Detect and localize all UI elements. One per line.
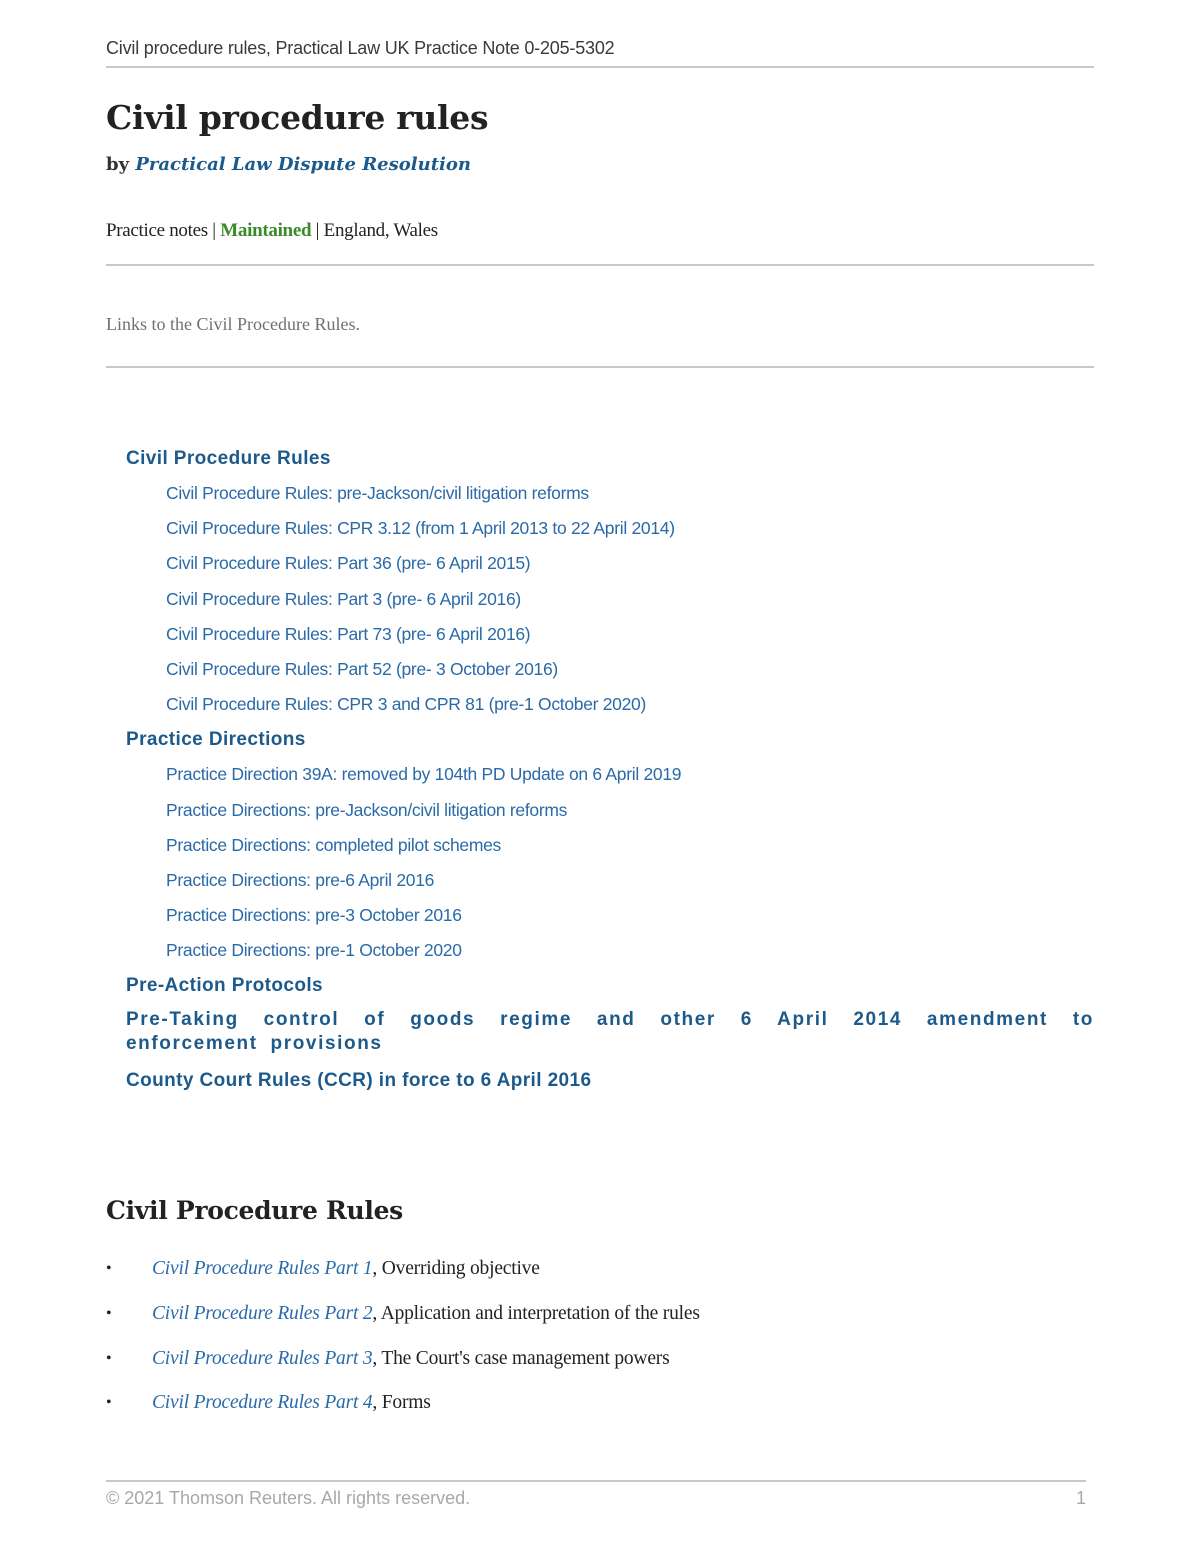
bullet: •	[106, 1349, 112, 1367]
toc-link-cpr-3-and-81[interactable]: Civil Procedure Rules: CPR 3 and CPR 81 (pre-1 October 2020)	[166, 694, 646, 715]
list-item	[106, 1300, 1094, 1345]
toc-heading-taking-control-of-goods[interactable]: Pre-Taking control of goods regime and other 6 April 2014 amendment to enforcement provisions	[126, 1009, 1094, 1055]
bullet: •	[106, 1394, 112, 1412]
toc-link-pd-pre-jackson[interactable]: Practice Directions: pre-Jackson/civil litigation reforms	[166, 799, 568, 820]
toc-link-pd-pre-1-october-2020[interactable]: Practice Directions: pre-1 October 2020	[166, 940, 462, 961]
bullet: •	[106, 1304, 112, 1322]
toc-link-pd-pre-6-april-2016[interactable]: Practice Directions: pre-6 April 2016	[166, 869, 435, 890]
toc-link-cpr-part-52[interactable]: Civil Procedure Rules: Part 52 (pre- 3 October 2016)	[166, 658, 558, 679]
toc-heading-county-court-rules[interactable]: County Court Rules (CCR) in force to 6 April 2016	[126, 1070, 592, 1092]
page-footer	[106, 1488, 1086, 1509]
byline	[106, 154, 471, 175]
toc-link-cpr-part-36[interactable]: Civil Procedure Rules: Part 36 (pre- 6 April 2015)	[166, 553, 531, 574]
byline-prefix: by	[106, 154, 130, 175]
toc-link-pd-pilot-schemes[interactable]: Practice Directions: completed pilot schemes	[166, 834, 501, 855]
cpr-part-description: , Application and interpretation of the rules	[372, 1302, 700, 1324]
footer-divider	[106, 1480, 1086, 1482]
document-title: Civil procedure rules	[106, 98, 489, 137]
cpr-part-link[interactable]: Civil Procedure Rules Part 2	[152, 1302, 373, 1324]
table-of-contents	[126, 445, 1094, 1102]
resource-type: Practice notes	[106, 220, 208, 241]
cpr-part-description: , Forms	[372, 1392, 431, 1414]
author-link[interactable]: Practical Law Dispute Resolution	[135, 154, 471, 175]
section-heading-civil-procedure-rules: Civil Procedure Rules	[106, 1196, 403, 1225]
jurisdiction: England, Wales	[323, 220, 438, 241]
meta-separator: |	[315, 220, 320, 241]
list-item	[106, 1255, 1094, 1300]
meta-divider	[106, 264, 1094, 266]
status-badge: Maintained	[220, 220, 312, 241]
cpr-parts-list	[106, 1255, 1094, 1434]
toc-heading-practice-directions[interactable]: Practice Directions	[126, 729, 306, 751]
cpr-part-description: , The Court's case management powers	[372, 1347, 670, 1369]
document-meta	[106, 220, 438, 242]
toc-link-cpr-part-73[interactable]: Civil Procedure Rules: Part 73 (pre- 6 April 2016)	[166, 623, 531, 644]
cpr-part-description: , Overriding objective	[372, 1258, 540, 1279]
toc-link-pd-pre-3-october-2016[interactable]: Practice Directions: pre-3 October 2016	[166, 905, 462, 926]
header-divider	[106, 66, 1094, 68]
list-item	[106, 1389, 1094, 1434]
toc-link-pd-39a[interactable]: Practice Direction 39A: removed by 104th PD Update on 6 April 2019	[166, 764, 682, 785]
bullet: •	[106, 1260, 112, 1277]
abstract-divider	[106, 366, 1094, 368]
document-page	[106, 0, 1094, 1553]
toc-link-cpr-3-12[interactable]: Civil Procedure Rules: CPR 3.12 (from 1 April 2013 to 22 April 2014)	[166, 518, 675, 539]
cpr-part-link[interactable]: Civil Procedure Rules Part 1	[152, 1258, 373, 1279]
abstract: Links to the Civil Procedure Rules.	[106, 314, 360, 334]
running-header: Civil procedure rules, Practical Law UK Practice Note 0-205-5302	[106, 38, 615, 58]
cpr-part-link[interactable]: Civil Procedure Rules Part 4	[152, 1392, 373, 1414]
copyright: © 2021 Thomson Reuters. All rights reserved.	[106, 1488, 471, 1508]
toc-link-cpr-pre-jackson[interactable]: Civil Procedure Rules: pre-Jackson/civil litigation reforms	[166, 483, 589, 503]
cpr-part-link[interactable]: Civil Procedure Rules Part 3	[152, 1347, 373, 1369]
toc-link-cpr-part-3[interactable]: Civil Procedure Rules: Part 3 (pre- 6 April 2016)	[166, 588, 521, 609]
meta-separator: |	[212, 220, 216, 241]
toc-heading-pre-action-protocols[interactable]: Pre-Action Protocols	[126, 975, 323, 997]
page-number: 1	[1075, 1488, 1086, 1508]
toc-heading-civil-procedure-rules[interactable]: Civil Procedure Rules	[126, 448, 331, 469]
list-item	[106, 1345, 1094, 1390]
